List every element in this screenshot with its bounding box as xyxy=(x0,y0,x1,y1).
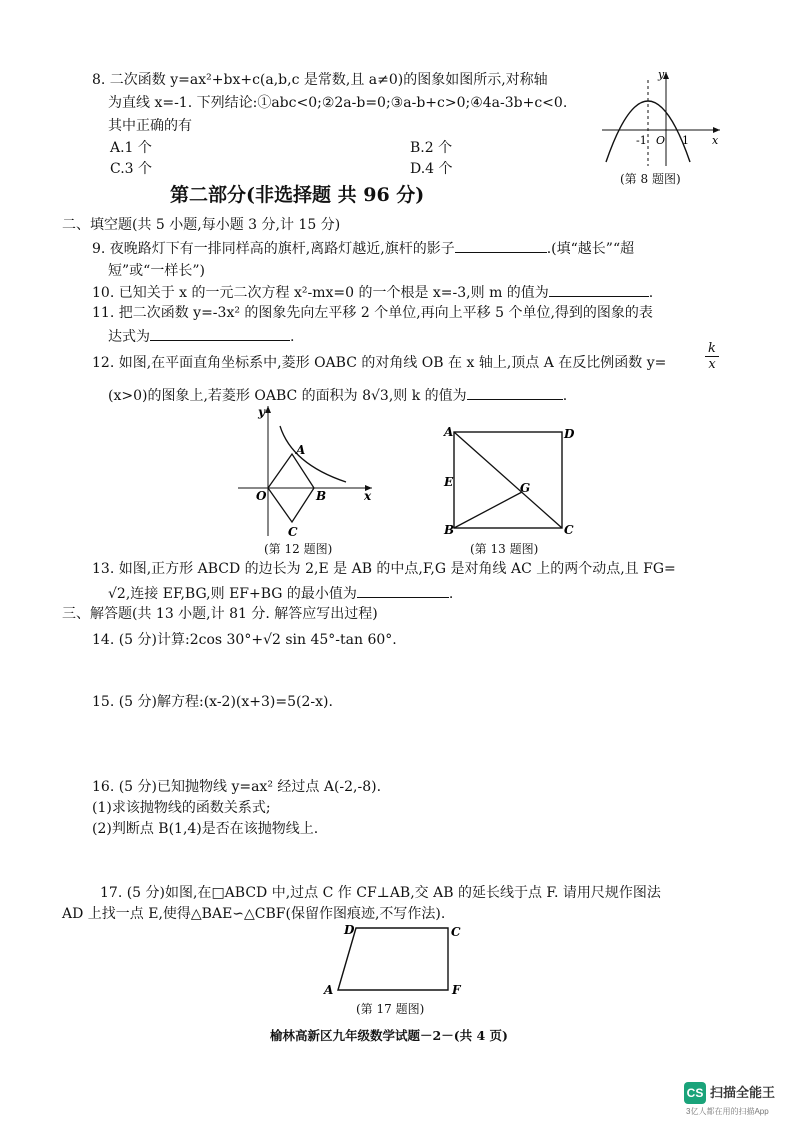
q12-fig-caption: (第 12 题图) xyxy=(264,542,333,556)
q9-answer-blank[interactable] xyxy=(455,238,547,253)
q12-fig-label-b: B xyxy=(316,489,327,503)
q11-answer-blank[interactable] xyxy=(150,326,290,341)
q12-fraction xyxy=(705,341,719,372)
q13-line1: 13. 如图,正方形 ABCD 的边长为 2,E 是 AB 的中点,F,G 是对角线 AC 上的两个动点,且 FG= xyxy=(92,561,676,577)
q11-line1: 11. 把二次函数 y=-3x² 的图象先向左平移 2 个单位,再向上平移 5 个单位,得到的图象的表 xyxy=(92,305,653,321)
q8-option-b: B.2 个 xyxy=(410,140,453,156)
q8-line1: 8. 二次函数 y=ax²+bx+c(a,b,c 是常数,且 a≠0)的图象如图所示,对称轴 xyxy=(92,72,548,88)
q8-line3: 其中正确的有 xyxy=(108,118,192,134)
q17-fig-label-c: C xyxy=(451,925,461,939)
q12-fig-label-x: x xyxy=(364,489,372,503)
q8-fig-label-minus1: -1 xyxy=(636,134,647,147)
q8-fig-caption: (第 8 题图) xyxy=(620,172,681,186)
q12-text: (x>0)的图象上,若菱形 OABC 的面积为 8√3,则 k 的值为 xyxy=(108,388,467,404)
q12-fig-label-c: C xyxy=(288,525,298,539)
q16-line3: (2)判断点 B(1,4)是否在该抛物线上. xyxy=(92,821,319,837)
q13-square-figure xyxy=(440,420,580,540)
part2-title: 第二部分(非选择题 共 96 分) xyxy=(170,184,425,206)
q10-line: 10. 已知关于 x 的一元二次方程 x²-mx=0 的一个根是 x=-3,则 m 的值为 . xyxy=(92,282,653,303)
q13-fig-caption: (第 13 题图) xyxy=(470,542,539,556)
q12-fig-label-o: O xyxy=(256,489,267,503)
q17-line1: 17. (5 分)如图,在□ABCD 中,过点 C 作 CF⊥AB,交 AB 的延长线于点 F. 请用尺规作图法 xyxy=(100,885,661,901)
q8-fig-label-y: y xyxy=(658,68,665,81)
q13-answer-blank[interactable] xyxy=(357,583,449,598)
q16-line1: 16. (5 分)已知抛物线 y=ax² 经过点 A(-2,-8). xyxy=(92,779,382,795)
q9-line1 xyxy=(92,238,634,259)
q12-line2: (x>0)的图象上,若菱形 OABC 的面积为 8√3,则 k 的值为 . xyxy=(108,385,567,406)
q13-text: √2,连接 EF,BG,则 EF+BG 的最小值为 xyxy=(108,586,357,602)
q17-parallelogram-figure xyxy=(318,920,472,998)
q17-fig-caption: (第 17 题图) xyxy=(356,1002,425,1016)
q16-line2: (1)求该抛物线的函数关系式; xyxy=(92,800,271,816)
q13-fig-label-e: E xyxy=(444,475,454,489)
q12-line1: 12. 如图,在平面直角坐标系中,菱形 OABC 的对角线 OB 在 x 轴上,顶点 A 在反比例函数 y= xyxy=(92,355,667,371)
q8-fig-label-origin: O xyxy=(656,134,666,147)
q11-line2: 达式为 . xyxy=(108,326,294,347)
q13-line2: √2,连接 EF,BG,则 EF+BG 的最小值为 . xyxy=(108,583,453,604)
q12-fraction-denominator: x xyxy=(708,357,716,372)
q10-answer-blank[interactable] xyxy=(549,282,649,297)
q8-option-a: A.1 个 xyxy=(110,140,152,156)
q12-fraction-numerator: k xyxy=(705,341,719,357)
q13-fig-label-a: A xyxy=(444,425,454,439)
q9-line2: 短”或“一样长”) xyxy=(108,263,205,279)
q13-fig-label-b: B xyxy=(444,523,455,537)
q8-line2: 为直线 x=-1. 下列结论:①abc<0;②2a-b=0;③a-b+c>0;④4a-3b+c<0. xyxy=(108,95,568,111)
section2-heading: 二、填空题(共 5 小题,每小题 3 分,计 15 分) xyxy=(62,217,341,233)
q13-fig-label-g: G xyxy=(520,481,531,495)
q8-fig-label-x: x xyxy=(712,134,719,147)
scanner-app-tagline: 3亿人都在用的扫描App xyxy=(686,1107,769,1116)
q12-fig-label-a: A xyxy=(296,443,306,457)
q17-fig-label-d: D xyxy=(344,923,355,937)
q8-option-d: D.4 个 xyxy=(410,161,453,177)
page-footer: 榆林高新区九年级数学试题－2－(共 4 页) xyxy=(270,1028,508,1043)
q17-line2: AD 上找一点 E,使得△BAE∽△CBF(保留作图痕迹,不写作法). xyxy=(62,906,446,922)
q17-fig-label-a: A xyxy=(324,983,334,997)
q12-rhombus-figure xyxy=(230,402,380,540)
q17-fig-label-f: F xyxy=(452,983,461,997)
q12-answer-blank[interactable] xyxy=(467,385,563,400)
q13-fig-label-c: C xyxy=(564,523,574,537)
section3-heading: 三、解答题(共 13 小题,计 81 分. 解答应写出过程) xyxy=(62,606,378,622)
q8-parabola-figure xyxy=(596,66,726,170)
q9-text: 9. 夜晚路灯下有一排同样高的旗杆,离路灯越近,旗杆的影子 xyxy=(92,241,455,257)
q8-option-c: C.3 个 xyxy=(110,161,153,177)
q15: 15. (5 分)解方程:(x-2)(x+3)=5(2-x). xyxy=(92,694,333,710)
q13-fig-label-d: D xyxy=(564,427,575,441)
q8-fig-label-1: 1 xyxy=(682,134,689,147)
q11-text: 达式为 xyxy=(108,329,150,345)
q14: 14. (5 分)计算:2cos 30°+√2 sin 45°-tan 60°. xyxy=(92,632,397,648)
q12-fig-label-y: y xyxy=(258,405,265,419)
scanner-app-name: 扫描全能王 xyxy=(710,1085,776,1100)
scanner-logo-icon: CS xyxy=(684,1082,706,1104)
q10-text: 10. 已知关于 x 的一元二次方程 x²-mx=0 的一个根是 x=-3,则 m 的值为 xyxy=(92,285,549,301)
q9-tail: .(填“越长”“超 xyxy=(546,241,635,257)
